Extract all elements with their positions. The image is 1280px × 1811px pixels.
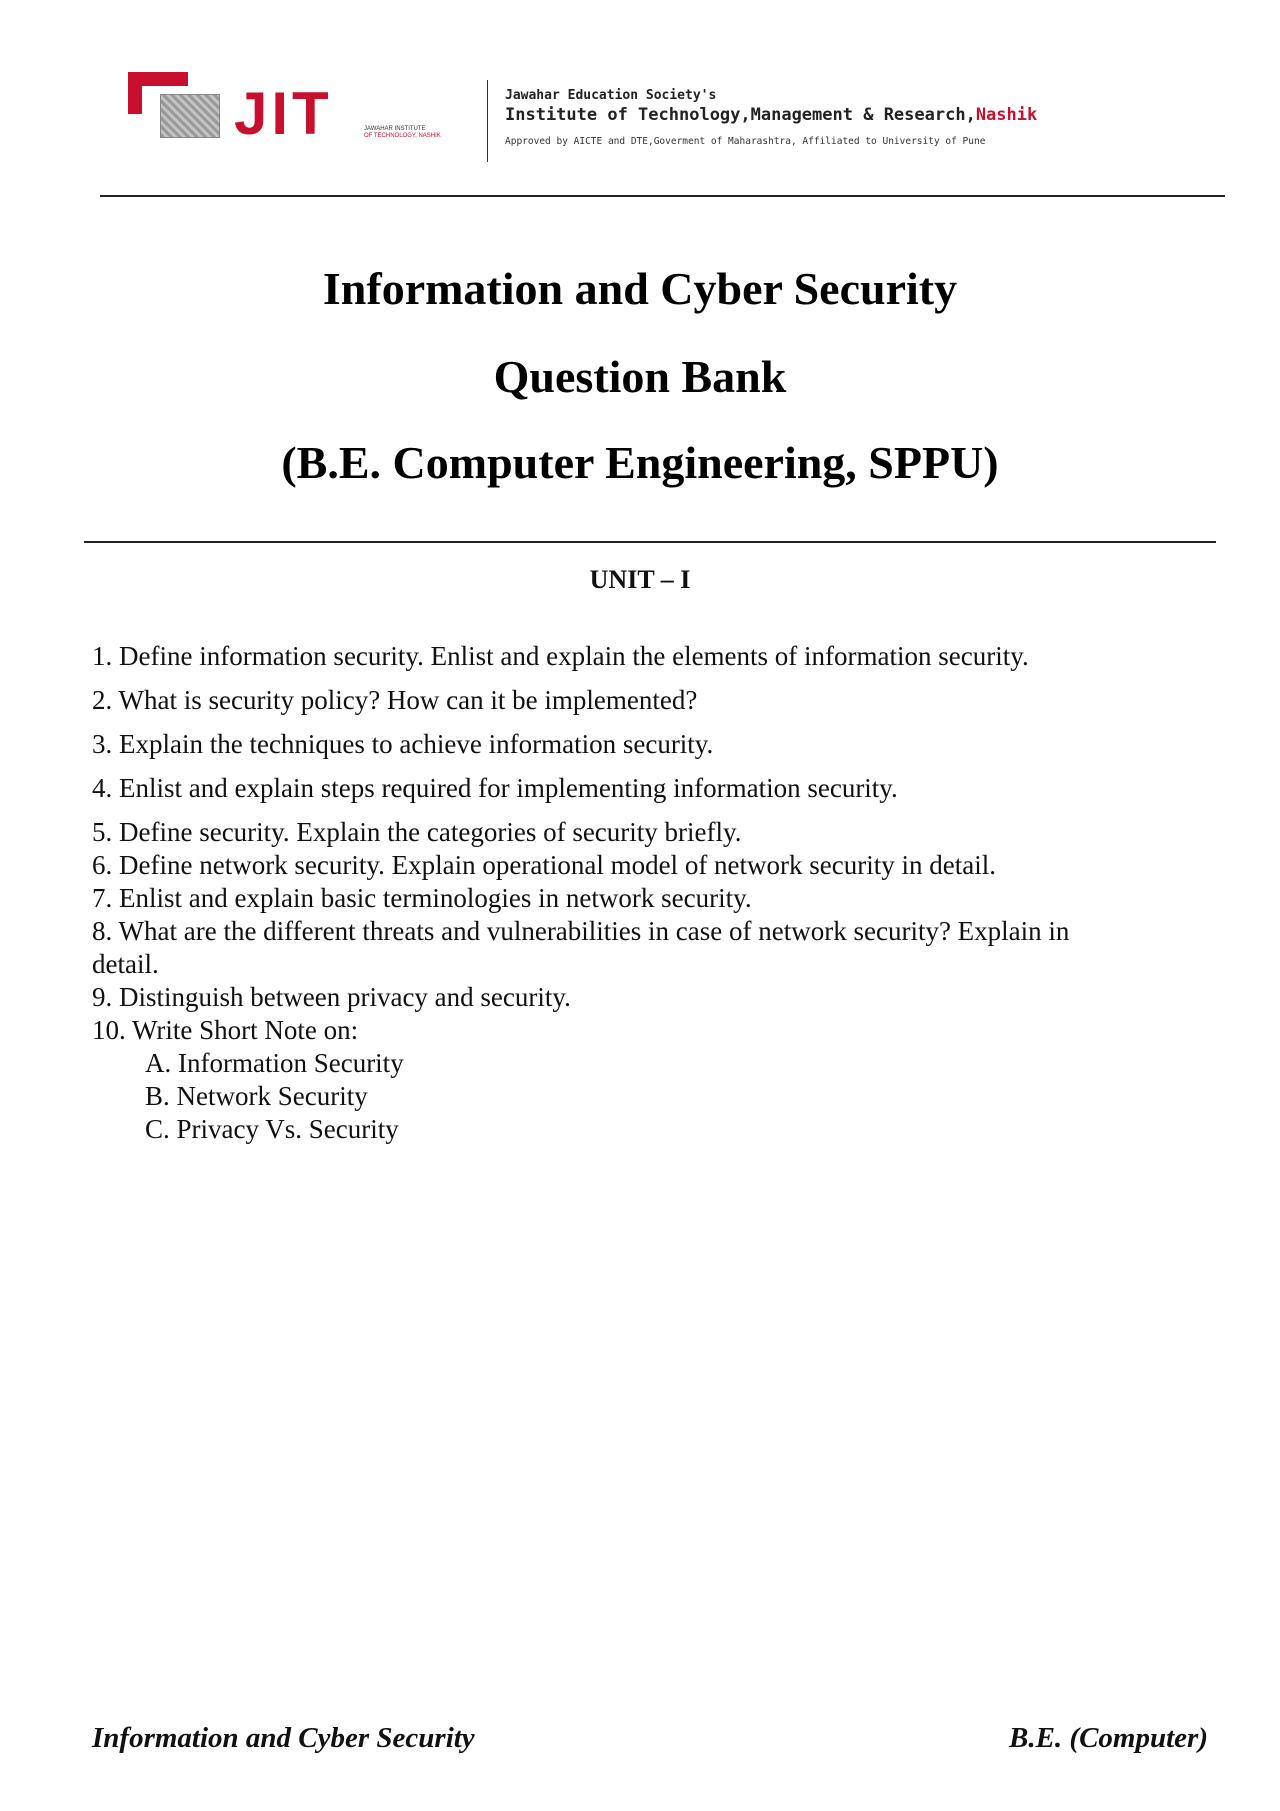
- logo-gray-mark: [160, 94, 220, 138]
- question-item: 2. What is security policy? How can it be implemented?: [92, 685, 698, 715]
- question-item: 1. Define information security. Enlist and explain the elements of information security.: [92, 641, 1029, 671]
- question-item-continued: detail.: [92, 949, 159, 979]
- question-item: 5. Define security. Explain the categories of security briefly.: [92, 817, 742, 847]
- header-divider: [487, 80, 488, 162]
- question-item: 9. Distinguish between privacy and security.: [92, 982, 571, 1012]
- sub-item: B. Network Security: [145, 1081, 368, 1111]
- footer-subject: Information and Cyber Security: [92, 1722, 475, 1754]
- unit-heading: UNIT – I: [589, 565, 691, 594]
- document-subtitle: Question Bank: [493, 351, 787, 402]
- question-item: 10. Write Short Note on:: [92, 1015, 359, 1045]
- footer-course: B.E. (Computer): [1009, 1722, 1208, 1754]
- sub-item: C. Privacy Vs. Security: [145, 1114, 399, 1144]
- institute-info: [505, 88, 1037, 148]
- sub-item: A. Information Security: [145, 1048, 404, 1078]
- question-item: 3. Explain the techniques to achieve information security.: [92, 729, 714, 759]
- institute-city: Nashik: [975, 105, 1038, 125]
- logo-text: JIT: [234, 80, 333, 147]
- question-item: 8. What are the different threats and vulnerabilities in case of network security? Explain in: [92, 916, 1070, 946]
- header-rule: [100, 195, 1225, 197]
- title-rule: [84, 541, 1216, 543]
- institute-logo: [128, 68, 468, 148]
- document-title: Information and Cyber Security: [322, 263, 958, 314]
- institute-name: Institute of Technology,Management & Research,Nashik: [505, 105, 1038, 125]
- question-item: 6. Define network security. Explain operational model of network security in detail.: [92, 850, 996, 880]
- course-title: (B.E. Computer Engineering, SPPU): [281, 437, 999, 488]
- question-item: 7. Enlist and explain basic terminologies in network security.: [92, 883, 752, 913]
- approval-note: Approved by AICTE and DTE,Goverment of Maharashtra, Affiliated to University of Pune: [505, 136, 986, 147]
- logo-subtext: JAWAHAR INSTITUTE OF TECHNOLOGY, NASHIK: [364, 126, 441, 139]
- society-name: Jawahar Education Society's: [505, 88, 717, 103]
- question-item: 4. Enlist and explain steps required for implementing information security.: [92, 773, 898, 803]
